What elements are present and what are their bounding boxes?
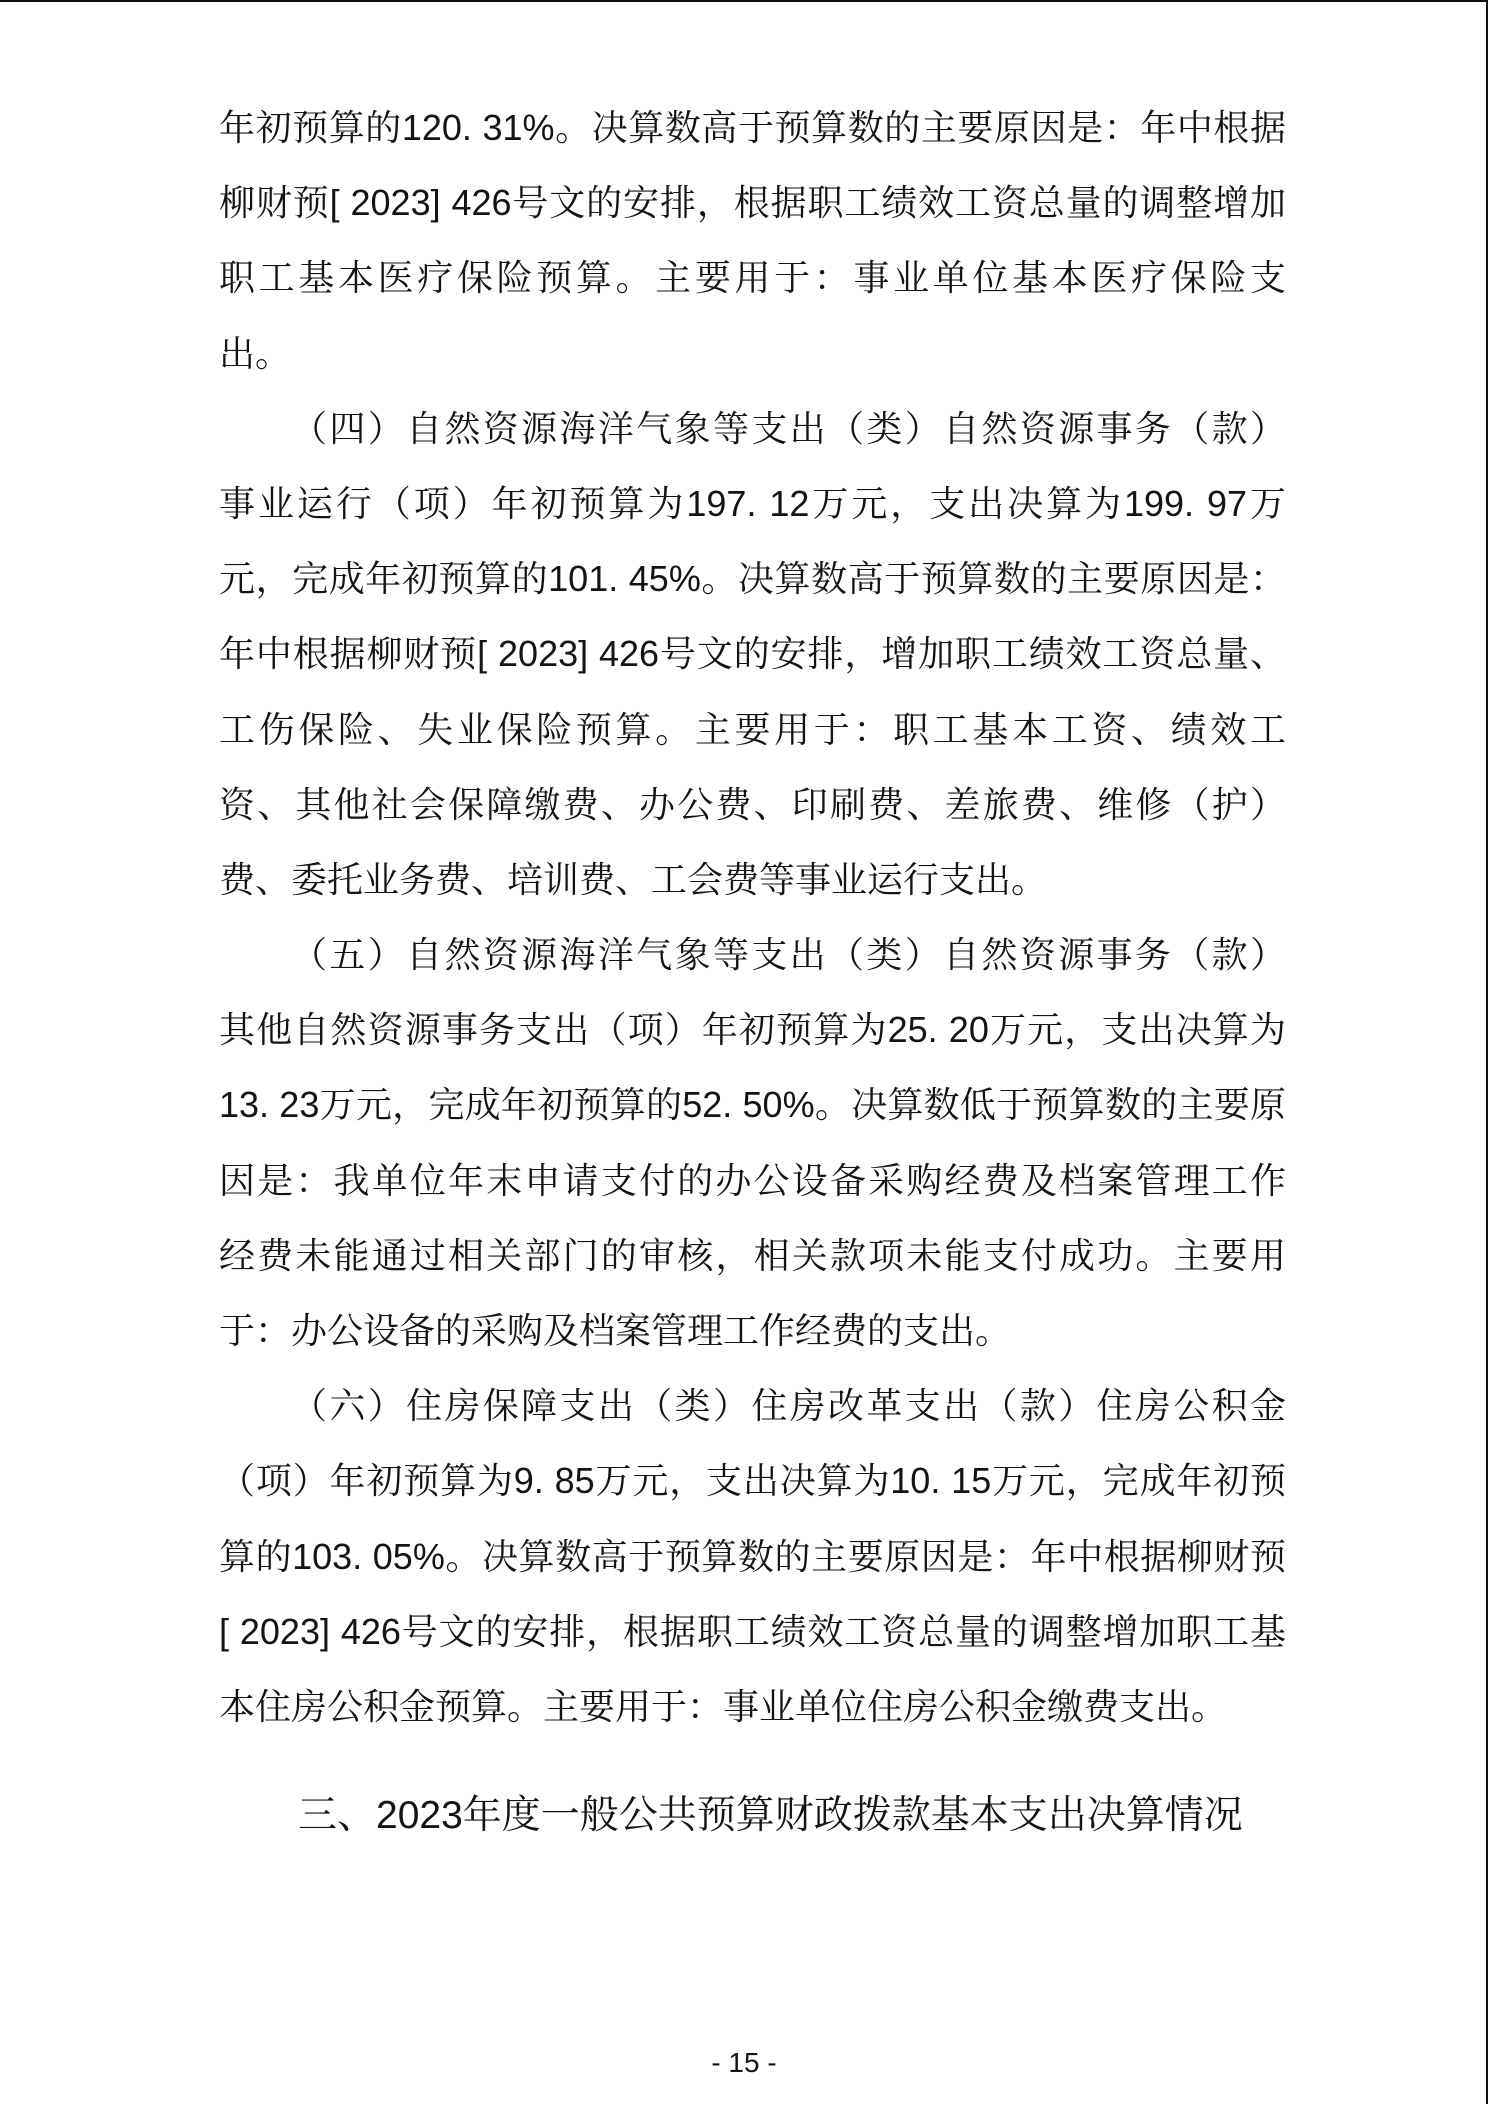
body-text: [219, 90, 1286, 1853]
page-edge-top: [0, 0, 1488, 2]
paragraph-line: 出。: [219, 332, 292, 374]
paragraph-line: 工伤保险、失业保险预算。主要用于：职工基本工资、绩效工: [219, 708, 1286, 750]
paragraph-line: （四）自然资源海洋气象等支出（类）自然资源事务（款）: [291, 407, 1286, 449]
paragraph-line: 年初预算的120. 31%。决算数高于预算数的主要原因是：年中根据: [219, 107, 1286, 148]
paragraph-line: （五）自然资源海洋气象等支出（类）自然资源事务（款）: [291, 934, 1286, 976]
paragraph-item-6: [219, 1368, 1286, 1744]
paragraph-line: 13. 23万元，完成年初预算的52. 50%。决算数低于预算数的主要原: [219, 1084, 1286, 1126]
paragraph-line: 因是：我单位年末申请支付的办公设备采购经费及档案管理工作: [219, 1159, 1286, 1201]
paragraph-continuation: [219, 90, 1286, 391]
paragraph-line: 年中根据柳财预[ 2023] 426号文的安排，增加职工绩效工资总量、: [219, 633, 1286, 675]
paragraph-line: 柳财预[ 2023] 426号文的安排，根据职工绩效工资总量的调整增加: [219, 182, 1286, 224]
paragraph-line: 职工基本医疗保险预算。主要用于：事业单位基本医疗保险支: [219, 257, 1286, 299]
section-heading: 三、2023年度一般公共预算财政拨款基本支出决算情况: [298, 1794, 1243, 1838]
paragraph-line: 费、委托业务费、培训费、工会费等事业运行支出。: [219, 858, 1048, 900]
paragraph-line: [ 2023] 426号文的安排，根据职工绩效工资总量的调整增加职工基: [219, 1610, 1286, 1652]
paragraph-line: （六）住房保障支出（类）住房改革支出（款）住房公积金: [291, 1385, 1286, 1427]
paragraph-line: 本住房公积金预算。主要用于：事业单位住房公积金缴费支出。: [219, 1685, 1228, 1727]
paragraph-line: （项）年初预算为9. 85万元，支出决算为10. 15万元，完成年初预: [219, 1460, 1286, 1502]
paragraph-line: 于：办公设备的采购及档案管理工作经费的支出。: [219, 1310, 1012, 1351]
paragraph-line: 算的103. 05%。决算数高于预算数的主要原因是：年中根据柳财预: [219, 1535, 1286, 1577]
paragraph-line: 资、其他社会保障缴费、办公费、印刷费、差旅费、维修（护）: [219, 783, 1286, 825]
paragraph-line: 经费未能通过相关部门的审核，相关款项未能支付成功。主要用: [219, 1234, 1286, 1276]
paragraph-line: 元，完成年初预算的101. 45%。决算数高于预算数的主要原因是：: [219, 558, 1286, 600]
paragraph-line: 其他自然资源事务支出（项）年初预算为25. 20万元，支出决算为: [219, 1009, 1286, 1051]
paragraph-line: 事业运行（项）年初预算为197. 12万元，支出决算为199. 97万: [219, 482, 1286, 524]
paragraph-item-4: [219, 391, 1286, 917]
page-number: - 15 -: [711, 2047, 777, 2078]
paragraph-item-5: [219, 917, 1286, 1368]
